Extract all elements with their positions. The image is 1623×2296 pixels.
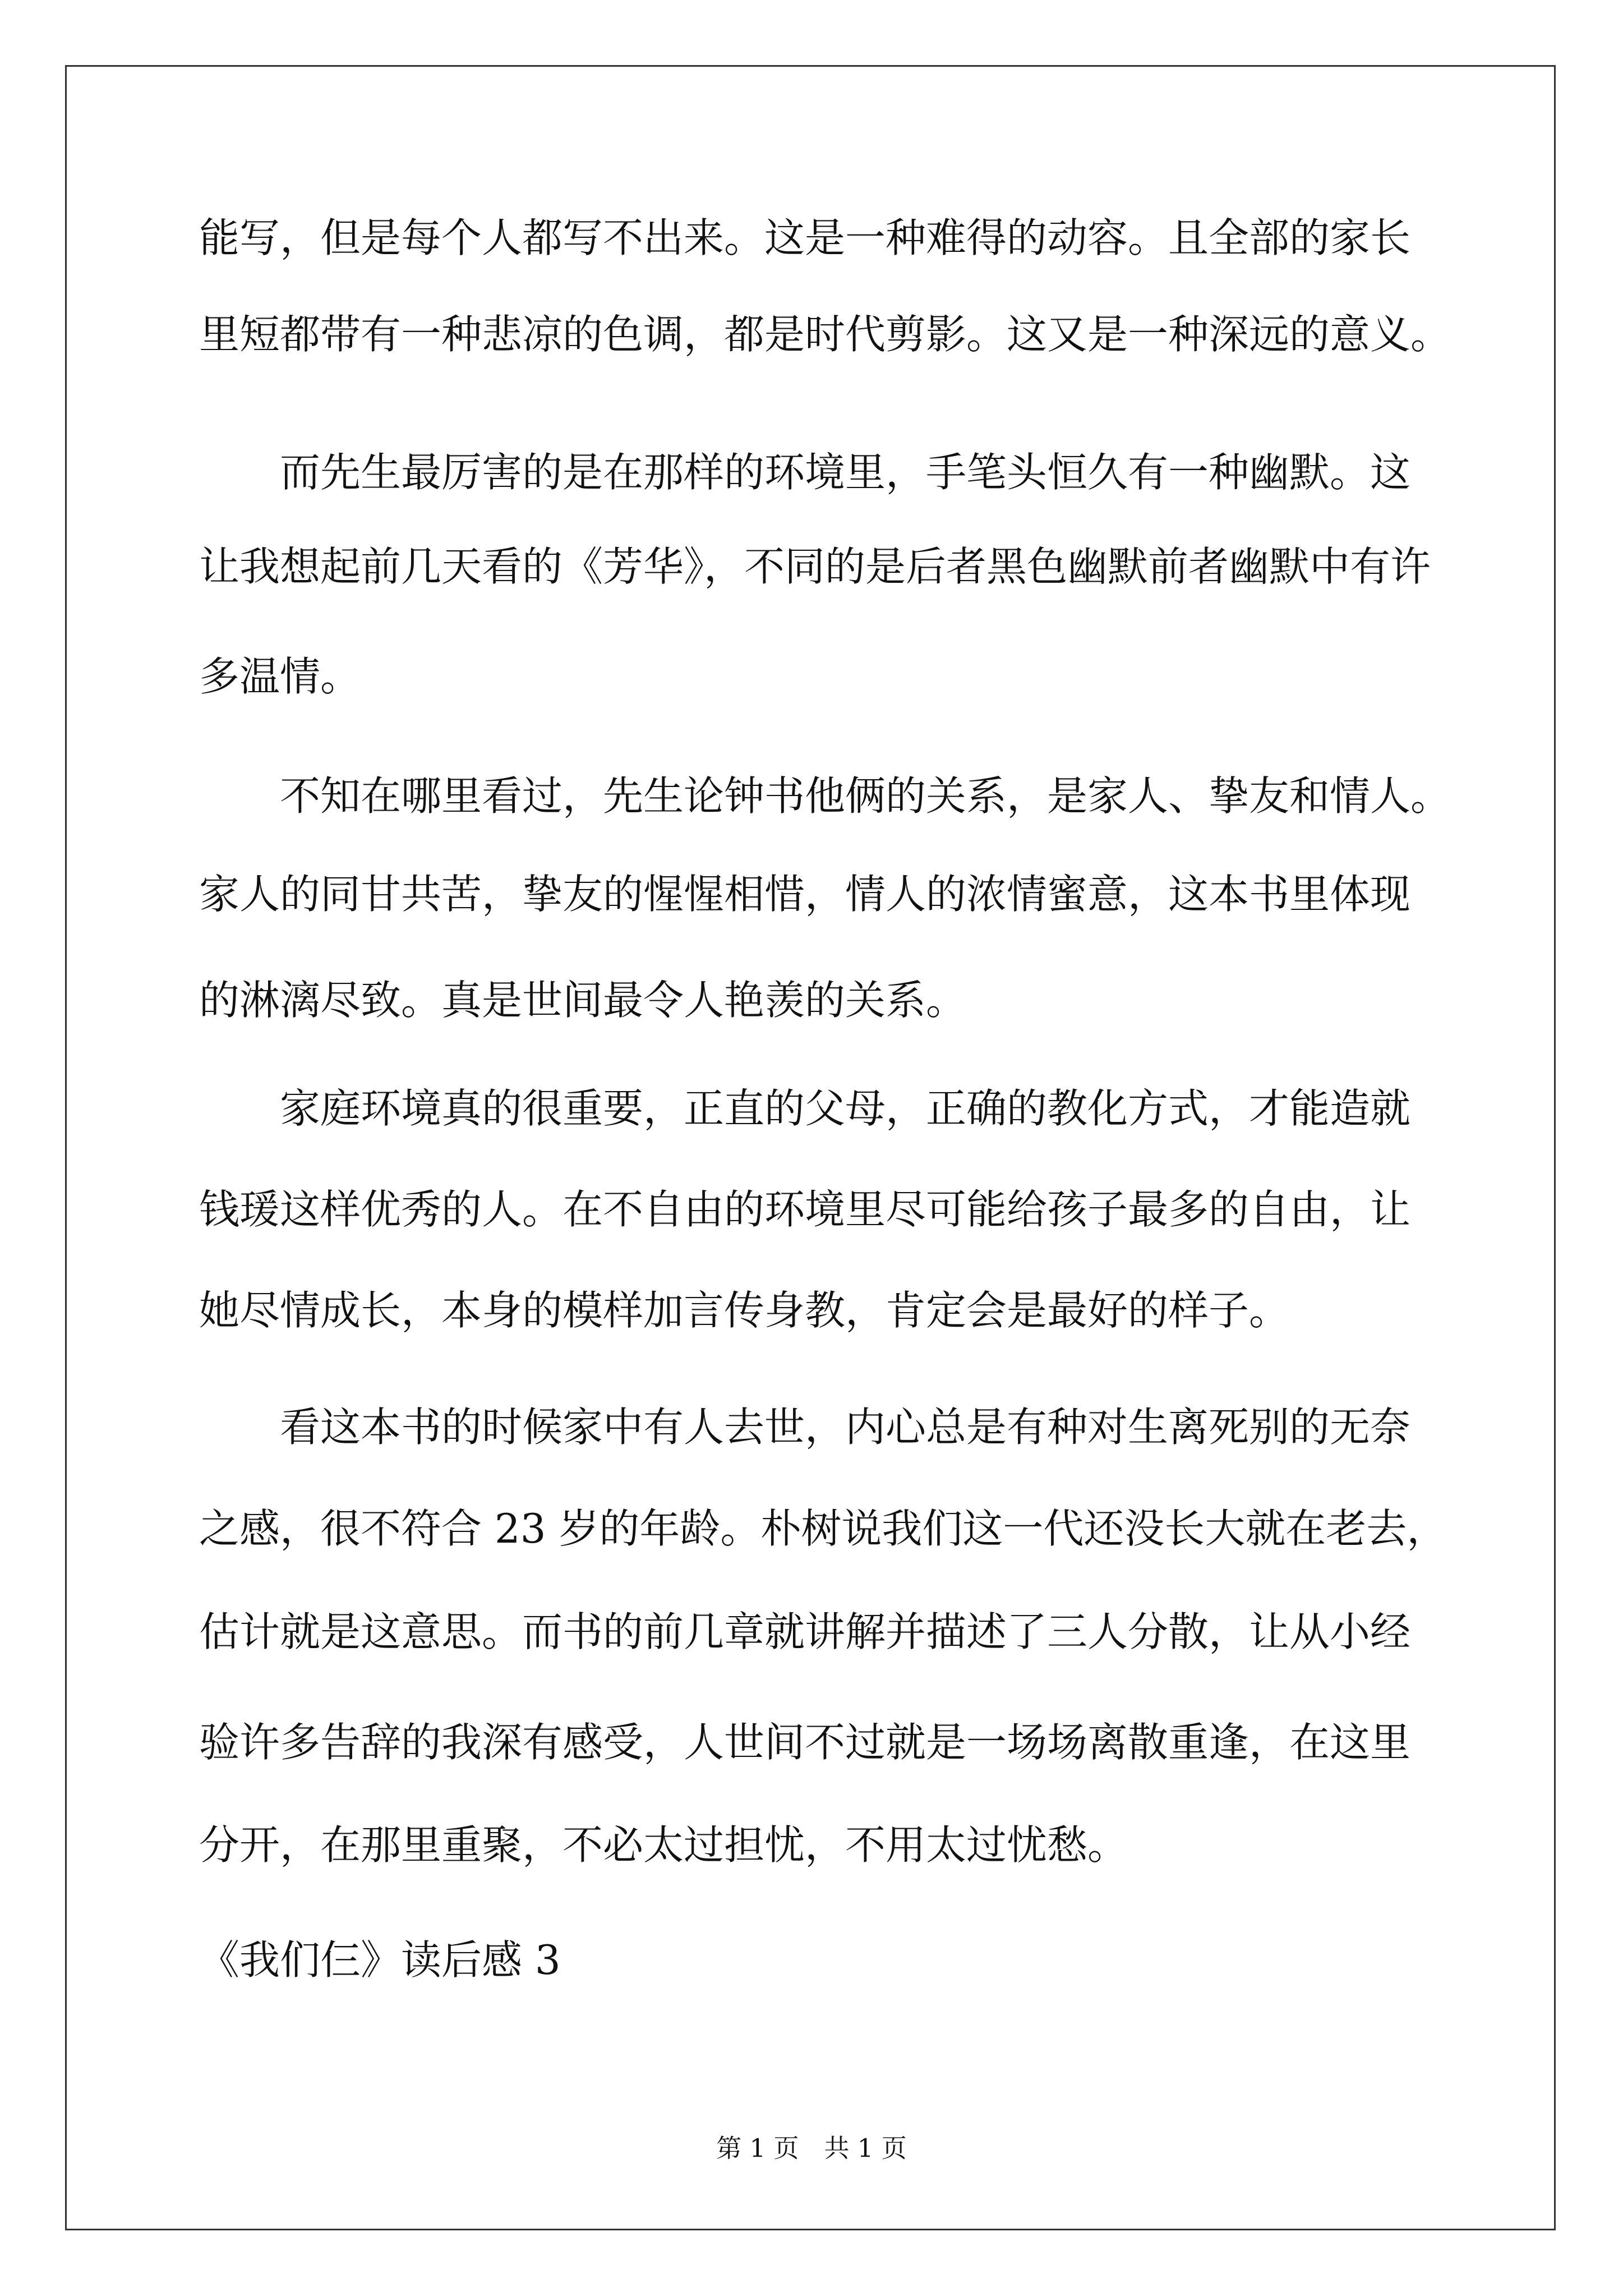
body-text-line: 而先生最厉害的是在那样的环境里，手笔头恒久有一种幽默。这	[199, 449, 1411, 496]
body-text-line: 分开，在那里重聚，不必太过担忧，不用太过忧愁。	[199, 1821, 1128, 1869]
body-text-line: 家人的同甘共苦，挚友的惺惺相惜，情人的浓情蜜意，这本书里体现	[199, 871, 1411, 918]
body-text-line: 家庭环境真的很重要，正直的父母，正确的教化方式，才能造就	[199, 1085, 1411, 1132]
body-text-line: 让我想起前几天看的《芳华》，不同的是后者黑色幽默前者幽默中有许	[199, 543, 1431, 590]
body-text-line: 她尽情成长，本身的模样加言传身教，肯定会是最好的样子。	[199, 1287, 1290, 1334]
section-heading: 《我们仨》读后感 3	[199, 1936, 561, 1984]
body-text-line: 的淋漓尽致。真是世间最令人艳羡的关系。	[199, 977, 967, 1024]
body-text-line: 验许多告辞的我深有感受，人世间不过就是一场场离散重逢，在这里	[199, 1719, 1411, 1766]
body-text-line: 能写，但是每个人都写不出来。这是一种难得的动容。且全部的家长	[199, 214, 1411, 261]
body-text-line: 钱瑗这样优秀的人。在不自由的环境里尽可能给孩子最多的自由，让	[199, 1186, 1411, 1233]
body-text-line: 多温情。	[199, 653, 361, 700]
body-text-line: 之感，很不符合 23 岁的年龄。朴树说我们这一代还没长大就在老去，	[199, 1505, 1447, 1552]
page-footer: 第 1 页 共 1 页	[716, 2133, 907, 2163]
body-text-line: 估计就是这意思。而书的前几章就讲解并描述了三人分散，让从小经	[199, 1608, 1411, 1655]
body-text-line: 看这本书的时候家中有人去世，内心总是有种对生离死别的无奈	[199, 1404, 1411, 1451]
body-text-line: 不知在哪里看过，先生论钟书他俩的关系，是家人、挚友和情人。	[199, 772, 1451, 820]
page-border	[65, 65, 1556, 2230]
body-text-line: 里短都带有一种悲凉的色调，都是时代剪影。这又是一种深远的意义。	[199, 311, 1451, 358]
